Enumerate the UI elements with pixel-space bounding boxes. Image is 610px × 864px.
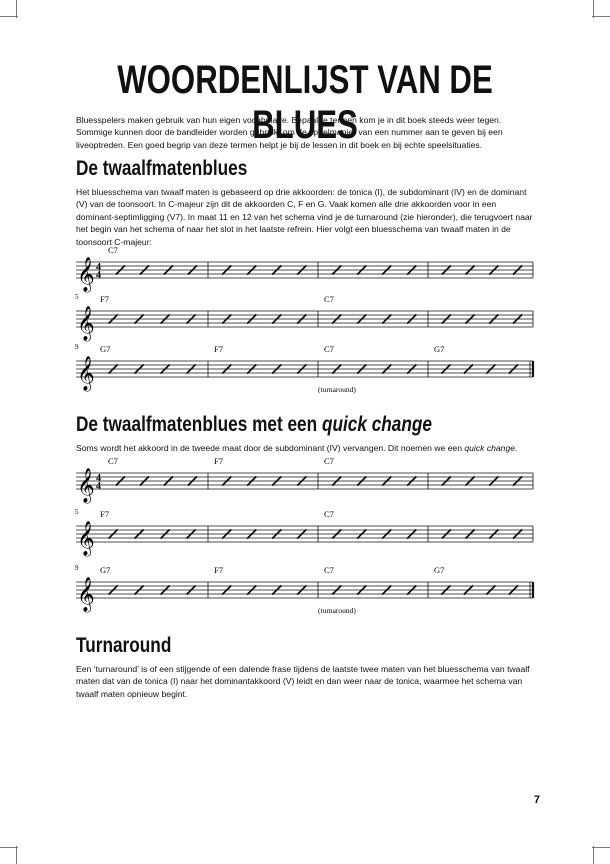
text-part: Soms wordt het akkoord in de tweede maat door de subdominant (IV) vervangen. Dit noemen we een — [76, 443, 465, 453]
treble-clef: 𝄞 — [77, 578, 95, 611]
heading-emphasis: quick change — [321, 413, 432, 436]
crop-mark — [592, 16, 610, 17]
treble-clef: 𝄞 — [77, 469, 95, 502]
measure-number: 5 — [75, 293, 79, 301]
measure-number: 9 — [75, 564, 79, 572]
turnaround-label: (turnaround) — [318, 385, 356, 394]
intro-paragraph: Bluesspelers maken gebruik van hun eigen vocabulaire. Bepaalde termen kom je in dit boek steeds weer tegen. Sommige kunnen door de bandleider worden gebruikt om de speelmanier van een nummer aan te geven bij een liveoptreden. Een goed begrip van deze termen helpt je bij de lessen in dit boek en bij echte speelsituaties. — [76, 115, 503, 150]
chord-symbol: F7 — [100, 509, 109, 519]
treble-clef: 𝄞 — [77, 522, 95, 555]
section-heading-quick-change — [76, 413, 432, 437]
chord-symbol: C7 — [324, 294, 334, 304]
crop-mark — [0, 16, 18, 17]
page-number: 7 — [533, 794, 540, 806]
time-signature-top: 4 — [96, 262, 101, 273]
chord-symbol: F7 — [100, 294, 109, 304]
chord-symbol: C7 — [324, 344, 334, 354]
chord-symbol: G7 — [434, 565, 445, 575]
text-emphasis: quick change — [464, 443, 516, 453]
staff-system — [0, 345, 610, 405]
time-signature-top: 4 — [96, 473, 101, 484]
treble-clef: 𝄞 — [77, 258, 95, 291]
staff-system — [0, 510, 610, 570]
chord-symbol: C7 — [324, 565, 334, 575]
treble-clef: 𝄞 — [77, 357, 95, 390]
chord-symbol: C7 — [108, 456, 118, 466]
section-text-twaalfmatenblues: Het bluesschema van twaalf maten is gebaseerd op drie akkoorden: de tonica (I), de subdominant (IV) en de dominant (V) van de toonsoort. In C-majeur zijn dit de akkoorden C, F en G. Vaak komen alle drie akkoorden voor in een dominant-septimligging (V7). In maat 11 en 12 van het schema vind je de turnaround (zie hieronder), die terugvoert naar het begin van het schema of naar het slot in het laatste refrein. Hier volgt een bluesschema van twaalf maten in de toonsoort C-majeur: — [76, 187, 533, 247]
measure-number: 5 — [75, 508, 79, 516]
chord-symbol: G7 — [434, 344, 445, 354]
text-part: . — [515, 443, 518, 453]
crop-mark — [592, 847, 610, 848]
section-heading-twaalfmatenblues: De twaalfmatenblues — [76, 157, 248, 180]
chord-symbol: G7 — [100, 344, 111, 354]
treble-clef: 𝄞 — [77, 307, 95, 340]
staff-system — [0, 566, 610, 626]
section-text-turnaround: Een ‘turnaround’ is of een stijgende of een dalende frase tijdens de laatste twee maten van het bluesschema van twaalf maten dat van de tonica (I) naar het dominantakkoord (V) leidt en dan weer naar de tonica, waarmee het schema van twaalf maten opnieuw begint. — [76, 664, 530, 699]
section-heading-turnaround: Turnaround — [76, 634, 172, 657]
crop-mark — [16, 846, 17, 864]
time-signature-bottom: 4 — [96, 481, 101, 492]
chord-symbol: F7 — [214, 344, 223, 354]
chord-symbol: C7 — [324, 456, 334, 466]
section-text-quick-change — [76, 442, 536, 454]
crop-mark — [0, 847, 18, 848]
page-title: WOORDENLIJST VAN DE BLUES — [117, 58, 493, 147]
measure-number: 9 — [75, 343, 79, 351]
turnaround-label: (turnaround) — [318, 606, 356, 615]
chord-symbol: G7 — [100, 565, 111, 575]
crop-mark — [593, 846, 594, 864]
staff-system — [0, 457, 610, 517]
heading-text: De twaalfmatenblues met een — [76, 413, 322, 436]
chord-symbol: C7 — [108, 245, 118, 255]
chord-symbol: C7 — [324, 509, 334, 519]
chord-symbol: F7 — [214, 565, 223, 575]
chord-symbol: F7 — [214, 456, 223, 466]
time-signature-bottom: 4 — [96, 270, 101, 281]
